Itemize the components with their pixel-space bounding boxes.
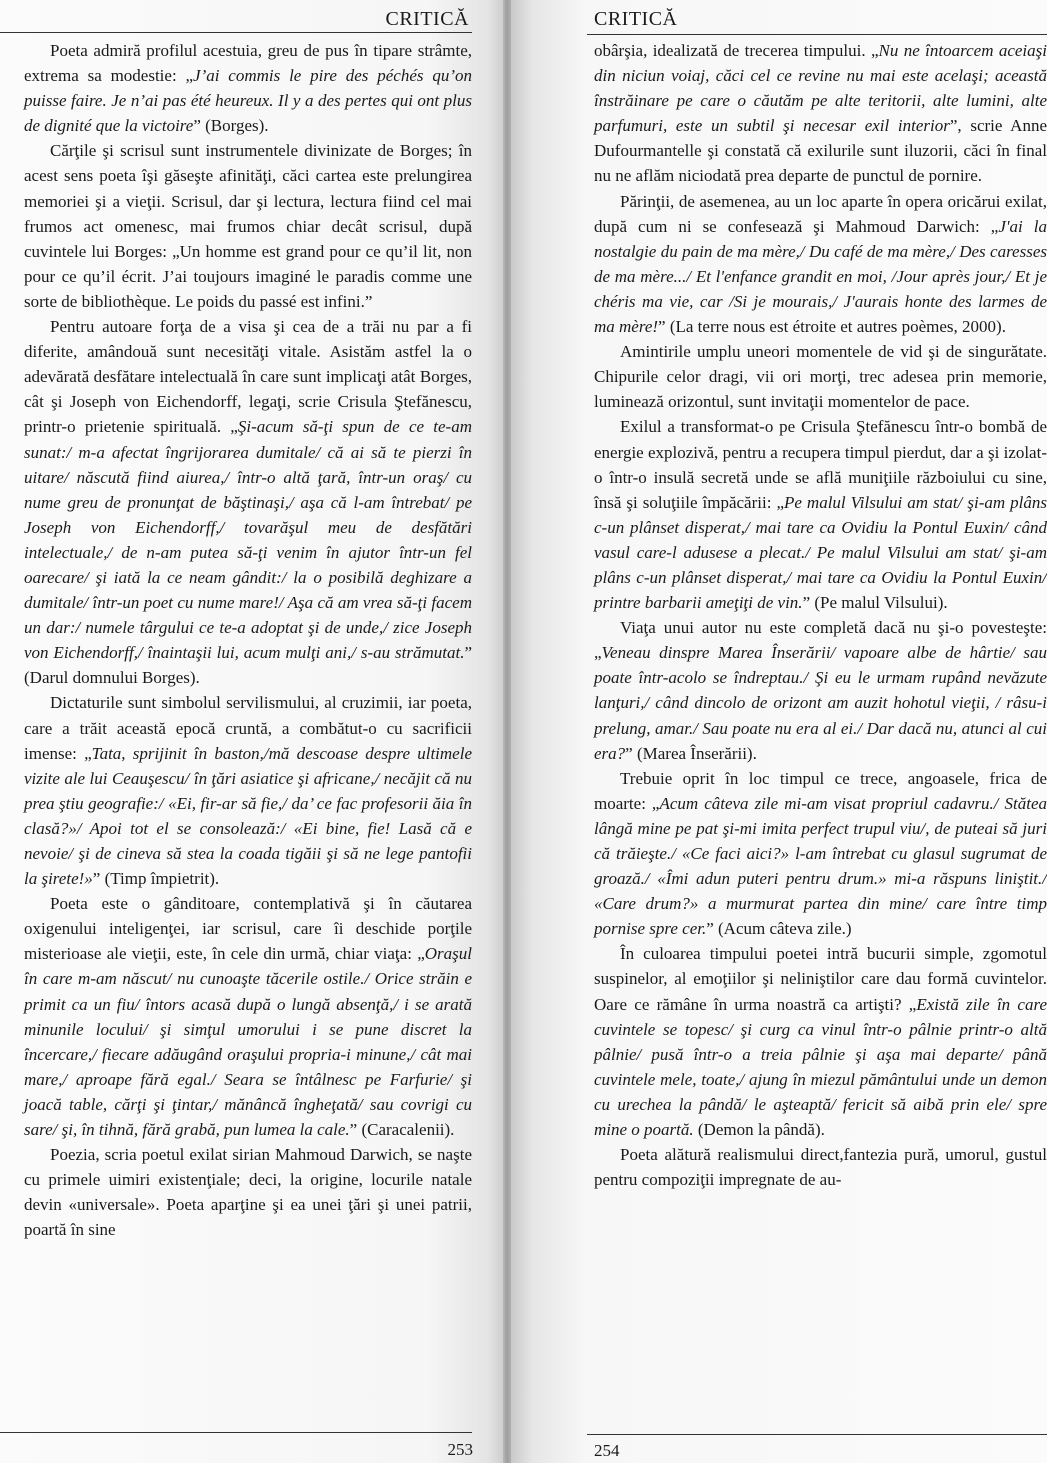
text-run: Amintirile umplu uneori momentele de vid şi de singurătate. Chipurile celor dragi, vii ori morţi, trec adesea prin memorie, luminează orizontul, sunt invitaţii momentelor de pace.	[594, 342, 1047, 412]
footer-rule	[587, 1434, 1047, 1435]
text-run: Viaţa unui autor nu este completă dacă nu şi-o povesteşte: „	[594, 618, 1047, 663]
running-header: CRITICĂ	[594, 8, 678, 30]
paragraph	[24, 891, 472, 1142]
header-rule	[587, 34, 1047, 35]
left-page	[0, 0, 503, 1463]
quoted-verse: Acum câteva zile mi-am visat propriul cadavru./ Stătea lângă mine pe pat şi-mi imita perfect trupul viu/, de puteai să juri că trăieşte./ «Ce faci aici?» l-am întrebat cu glasul sugrumat de groază./ «Îmi adun puteri pentru drum.» mi-a răspuns liniştit./ «Care drum?» a murmurat partea din mine/ care între timp pornise spre cer.	[594, 793, 1047, 939]
paragraph	[594, 414, 1047, 615]
paragraph	[24, 314, 472, 690]
paragraph	[594, 189, 1047, 340]
paragraph	[24, 690, 472, 891]
running-header: CRITICĂ	[385, 8, 469, 30]
text-run: Poeta admiră profilul acestuia, greu de pus în tipare strâmte, extrema sa modestie: „	[24, 41, 472, 86]
text-run: ” (La terre nous est étroite et autres poèmes, 2000).	[658, 317, 1006, 337]
text-run: ” (Acum câteva zile.)	[706, 919, 852, 939]
text-run: ” (Caracalenii).	[349, 1120, 455, 1140]
text-run: ”, scrie Anne Dufourmantelle şi constată că exilurile sunt iluzorii, căci în final nu ne aflăm niciodată prea departe de punctul de pornire.	[594, 116, 1047, 186]
page-number: 253	[447, 1440, 473, 1459]
text-run: Poezia, scria poetul exilat sirian Mahmoud Darwich, se naşte cu primele uimiri existenţiale; deci, la origine, locurile natale devin «universale». Poeta aparţine şi ea unei ţări şi unei patrii, poartă în sine	[24, 1145, 472, 1240]
quoted-verse: Pe malul Vilsului am stat/ şi-am plâns c-un plânset disperat,/ mai tare ca Ovidiu la Pontul Euxin/ când vasul care-l adusese a plecat./ Pe malul Vilsului am stat/ şi-am plâns c-un plânset disperat,/ mai tare ca Ovidiu la Pontul Euxin/ printre barbarii ameţiţi de vin.	[594, 492, 1047, 613]
paragraph	[24, 1142, 472, 1242]
text-run: Poeta alătură realismului direct,fantezia pură, umorul, gustul pentru compoziţii impregnate de au-	[594, 1145, 1047, 1190]
right-page	[511, 0, 1047, 1463]
paragraph	[594, 766, 1047, 942]
book-gutter	[503, 0, 511, 1463]
page-body-text	[24, 38, 472, 1243]
paragraph	[594, 615, 1047, 766]
paragraph	[24, 38, 472, 138]
quoted-verse: J'ai la nostalgie du pain de ma mère,/ Du café de ma mère,/ Des caresses de ma mère.../ Et l'enfance grandit en moi, /Jour après jour,/ Et je chéris ma vie, car /Si je mourais,/ J'aurais honte des larmes de ma mère!	[594, 216, 1047, 337]
paragraph	[594, 38, 1047, 189]
text-run: ” (Timp împietrit).	[92, 869, 220, 889]
paragraph	[594, 1142, 1047, 1192]
quoted-verse: Veneau dinspre Marea Înserării/ vapoare albe de hârtie/ sau poate într-acolo se îndreptau./ Şi eu le urmam rupând nevăzute lanţuri,/ când dincolo de orizont am auzit hohotul vieţii, / râsu-i prelung, amar./ Sau poate nu era al ei./ Dar dacă nu, atunci al cui era?	[594, 643, 1047, 763]
quoted-verse: Oraşul în care m-am născut/ nu cunoaşte tăcerile ostile./ Orice străin e primit ca un fiu/ întors acasă după o lungă absenţă,/ i se arată minunile locului/ şi simţul umorului i se pune discret la încercare,/ fiecare adăugând oraşului propria-i minune,/ cât mai mare,/ aproape fără egal./ Seara se întâlnesc pe Farfurie/ şi joacă table, cărţi şi ţintar,/ mănâncă îngheţată/ sau covrigi cu sare/ şi, în tihnă, fără grabă, pun lumea la cale.	[24, 944, 472, 1140]
header-rule	[0, 32, 472, 33]
text-run: ” (Pe malul Vilsului).	[802, 593, 948, 613]
text-run: ” (Marea Înserării).	[625, 743, 757, 763]
text-run: Părinţii, de asemenea, au un loc aparte în opera oricărui exilat, după cum ni se confesează şi Mahmoud Darwich: „	[594, 191, 1047, 236]
quoted-verse: Şi-acum să-ţi spun de ce te-am sunat:/ m-a afectat îngrijorarea dumitale/ că ai să te pierzi în uitare/ născută fiind aiurea,/ într-o altă ţară, într-un oraş/ cu nume greu de pronunţat de băştinaşi,/ aşa că l-am întrebat/ pe Joseph von Eichendorff,/ tovarăşul meu de desfătări intelectuale,/ de n-am putea să-ţi venim în ajutor într-un fel oarecare/ şi iată la ce neam gândit:/ la o posibilă deghizare a dumitale/ într-un poet cu nume mare!/ Aşa că am vrea să-ţi facem un dar:/ numele târgului ce te-a adoptat şi de unde,/ zice Joseph von Eichendorff,/ înaintaşii lui, acum mulţi ani,/ s-au strămutat.	[24, 417, 472, 663]
text-run: obârşia, idealizată de trecerea timpului. „	[594, 41, 879, 60]
text-run: Cărţile şi scrisul sunt instrumentele divinizate de Borges; în acest sens poeta îşi găseşte afinităţi, căci cartea este prelungirea memoriei şi a vieţii. Scrisul, dar şi lectura, lectura fiind cel mai frumos act omenesc, mai frumos chiar decât scrisul, după cuvintele lui Borges: „Un homme est grand pour ce qu’il lit, non pour ce qu’il écrit. J’ai toujours imaginé le paradis comme une sorte de bibliothèque. Le poids du passé est infini.”	[24, 141, 472, 311]
text-run: ” (Borges).	[193, 116, 269, 136]
quoted-verse: Tata, sprijinit în baston,/mă descoase despre ultimele vizite ale lui Ceauşescu/ în ţări asiatice şi africane,/ necăjit că nu prea ştiu geografie:/ «Ei, fir-ar să fie,/ da’ ce fac profesorii ăia în clasă?»/ Apoi tot el se consolează:/ «Ei bine, fie! Lasă că e nevoie/ şi de cineva să stea la coada tigăii şi să ne lege pantofii la şirete!»	[24, 743, 472, 889]
text-run: Pentru autoare forţa de a visa şi cea de a trăi nu par a fi diferite, amândouă sunt necesităţi vitale. Asistăm astfel la o adevărată desfătare intelectuală în care sunt implicaţi atât Borges, cât şi Joseph von Eichendorff, legaţi, scrie Crisula Ştefănescu, printr-o prietenie spirituală. „	[24, 317, 472, 437]
footer-rule	[0, 1432, 472, 1433]
paragraph	[594, 339, 1047, 414]
paragraph	[24, 138, 472, 314]
quoted-verse: Nu ne întoarcem aceiaşi din niciun voiaj, căci cel ce revine nu mai este acelaşi; această înstrăinare pe care o căutăm pe alte teritorii, alte lumini, alte parfumuri, este un subtil şi necesar exil interior	[594, 41, 1047, 136]
text-run: Dictaturile sunt simbolul servilismului, al cruzimii, iar poeta, care a trăit această epocă cruntă, a combătut-o cu sacrificii imense: „	[24, 693, 472, 763]
text-run: În culoarea timpului poetei intră bucurii simple, zgomotul suspinelor, al emoţiilor şi neliniştilor care dau formă cuvintelor. Oare ce rămâne în urma noastră ca artişti? „	[594, 944, 1047, 1014]
text-run: Exilul a transformat-o pe Crisula Ştefănescu într-o bombă de energie explozivă, pentru a recupera timpul pierdut, dar a şi izolat-o într-o insulă secretă unde se află muniţiile războiului cu sine, însă şi soluţiile împăcării: „	[594, 417, 1047, 512]
text-run: Poeta este o gânditoare, contemplativă şi în căutarea oxigenului inteligenţei, iar scrisul, care îi deschide porţile misterioase ale vieţii, este, în cele din urmă, chiar viaţa: „	[24, 894, 472, 964]
text-run: (Demon la pândă).	[693, 1120, 825, 1140]
page-body-text	[594, 38, 1047, 1192]
text-run: ” (Darul domnului Borges).	[24, 643, 472, 688]
quoted-verse: J’ai commis le pire des péchés qu’on puisse faire. Je n’ai pas été heureux. Il y a des pertes qui ont plus de dignité que la victoire	[24, 66, 472, 136]
page-number: 254	[594, 1441, 620, 1460]
quoted-verse: Există zile în care cuvintele se topesc/ şi curg ca vinul într-o pâlnie printr-o altă pâlnie/ pusă într-o a treia pâlnie şi aşa mai departe/ până cuvintele mele, toate,/ ajung în miezul pământului unde un demon cu urechea la pândă/ le aşteaptă/ fericit să aibă prin ele/ spre mine o poartă.	[594, 994, 1047, 1140]
text-run: Trebuie oprit în loc timpul ce trece, angoasele, frica de moarte: „	[594, 768, 1047, 813]
paragraph	[594, 941, 1047, 1142]
